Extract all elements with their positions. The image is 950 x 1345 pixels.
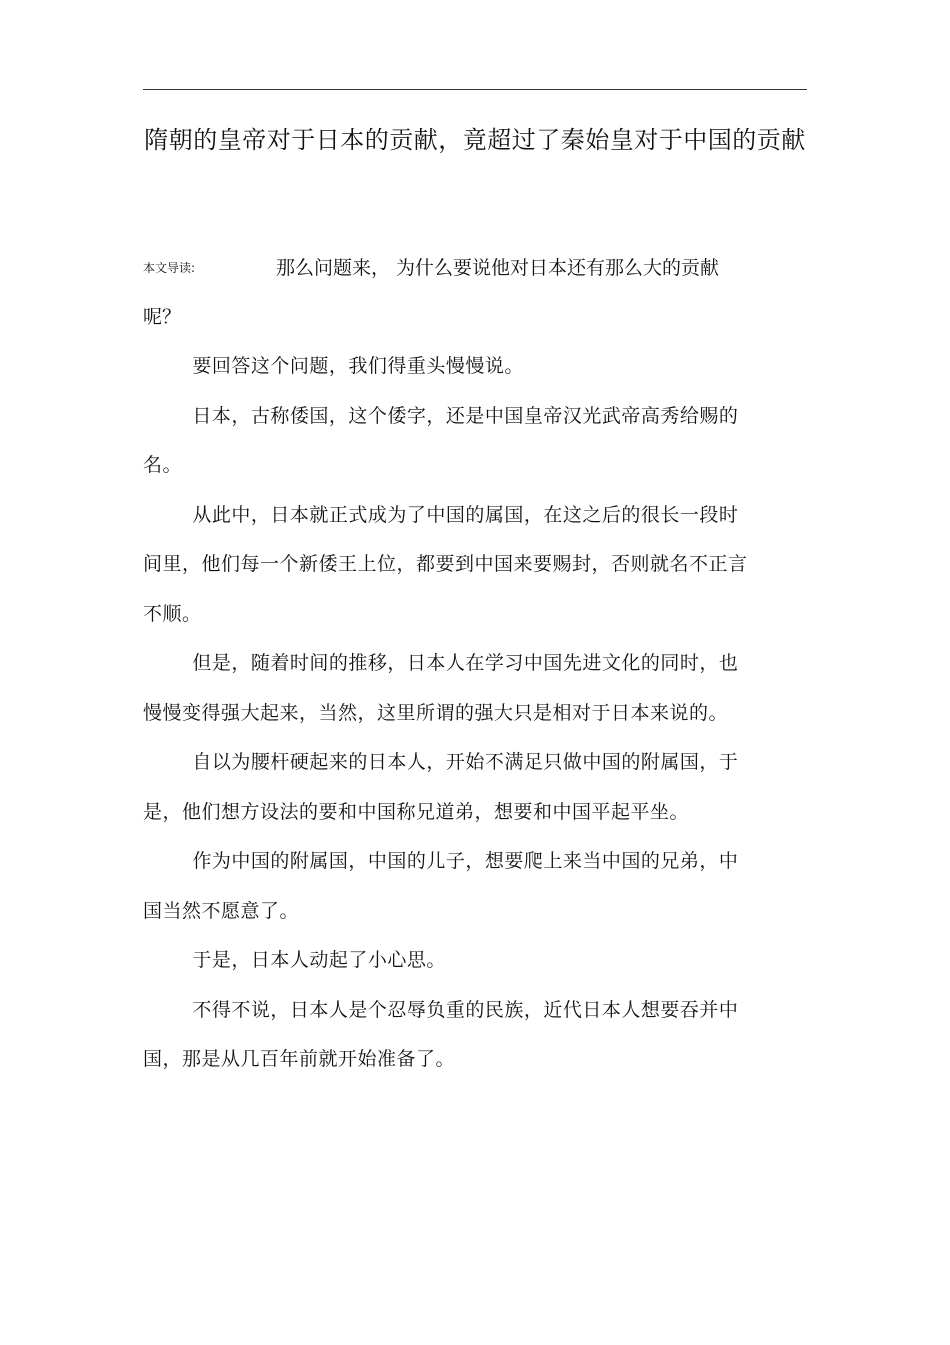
lead-text: 那么问题来， 为什么要说他对日本还有那么大的贡献呢？ — [143, 257, 720, 328]
paragraph: 作为中国的附属国，中国的儿子，想要爬上来当中国的兄弟，中国当然不愿意了。 — [143, 850, 739, 922]
paragraph: 要回答这个问题，我们得重头慢慢说。 — [192, 355, 524, 377]
paragraph: 于是，日本人动起了小心思。 — [192, 949, 446, 971]
lead-label: 本文导读: — [143, 261, 196, 275]
lead-paragraph — [143, 244, 748, 342]
paragraph: 日本，古称倭国，这个倭字，还是中国皇帝汉光武帝高秀给赐的名。 — [143, 404, 739, 476]
article-body — [143, 244, 748, 1085]
paragraph: 从此中，日本就正式成为了中国的属国，在这之后的很长一段时间里，他们每一个新倭王上位，都要到中国来要赐封，否则就名不正言不顺。 — [143, 503, 748, 625]
paragraph: 自以为腰杆硬起来的日本人，开始不满足只做中国的附属国，于是，他们想方设法的要和中国称兄道弟，想要和中国平起平坐。 — [143, 751, 739, 823]
paragraph: 但是，随着时间的推移，日本人在学习中国先进文化的同时，也慢慢变得强大起来，当然，这里所谓的强大只是相对于日本来说的。 — [143, 652, 739, 724]
header-rule — [143, 89, 807, 90]
paragraph: 不得不说，日本人是个忍辱负重的民族，近代日本人想要吞并中国，那是从几百年前就开始准备了。 — [143, 998, 739, 1070]
article-title: 隋朝的皇帝对于日本的贡献，竟超过了秦始皇对于中国的贡献 — [144, 126, 806, 154]
